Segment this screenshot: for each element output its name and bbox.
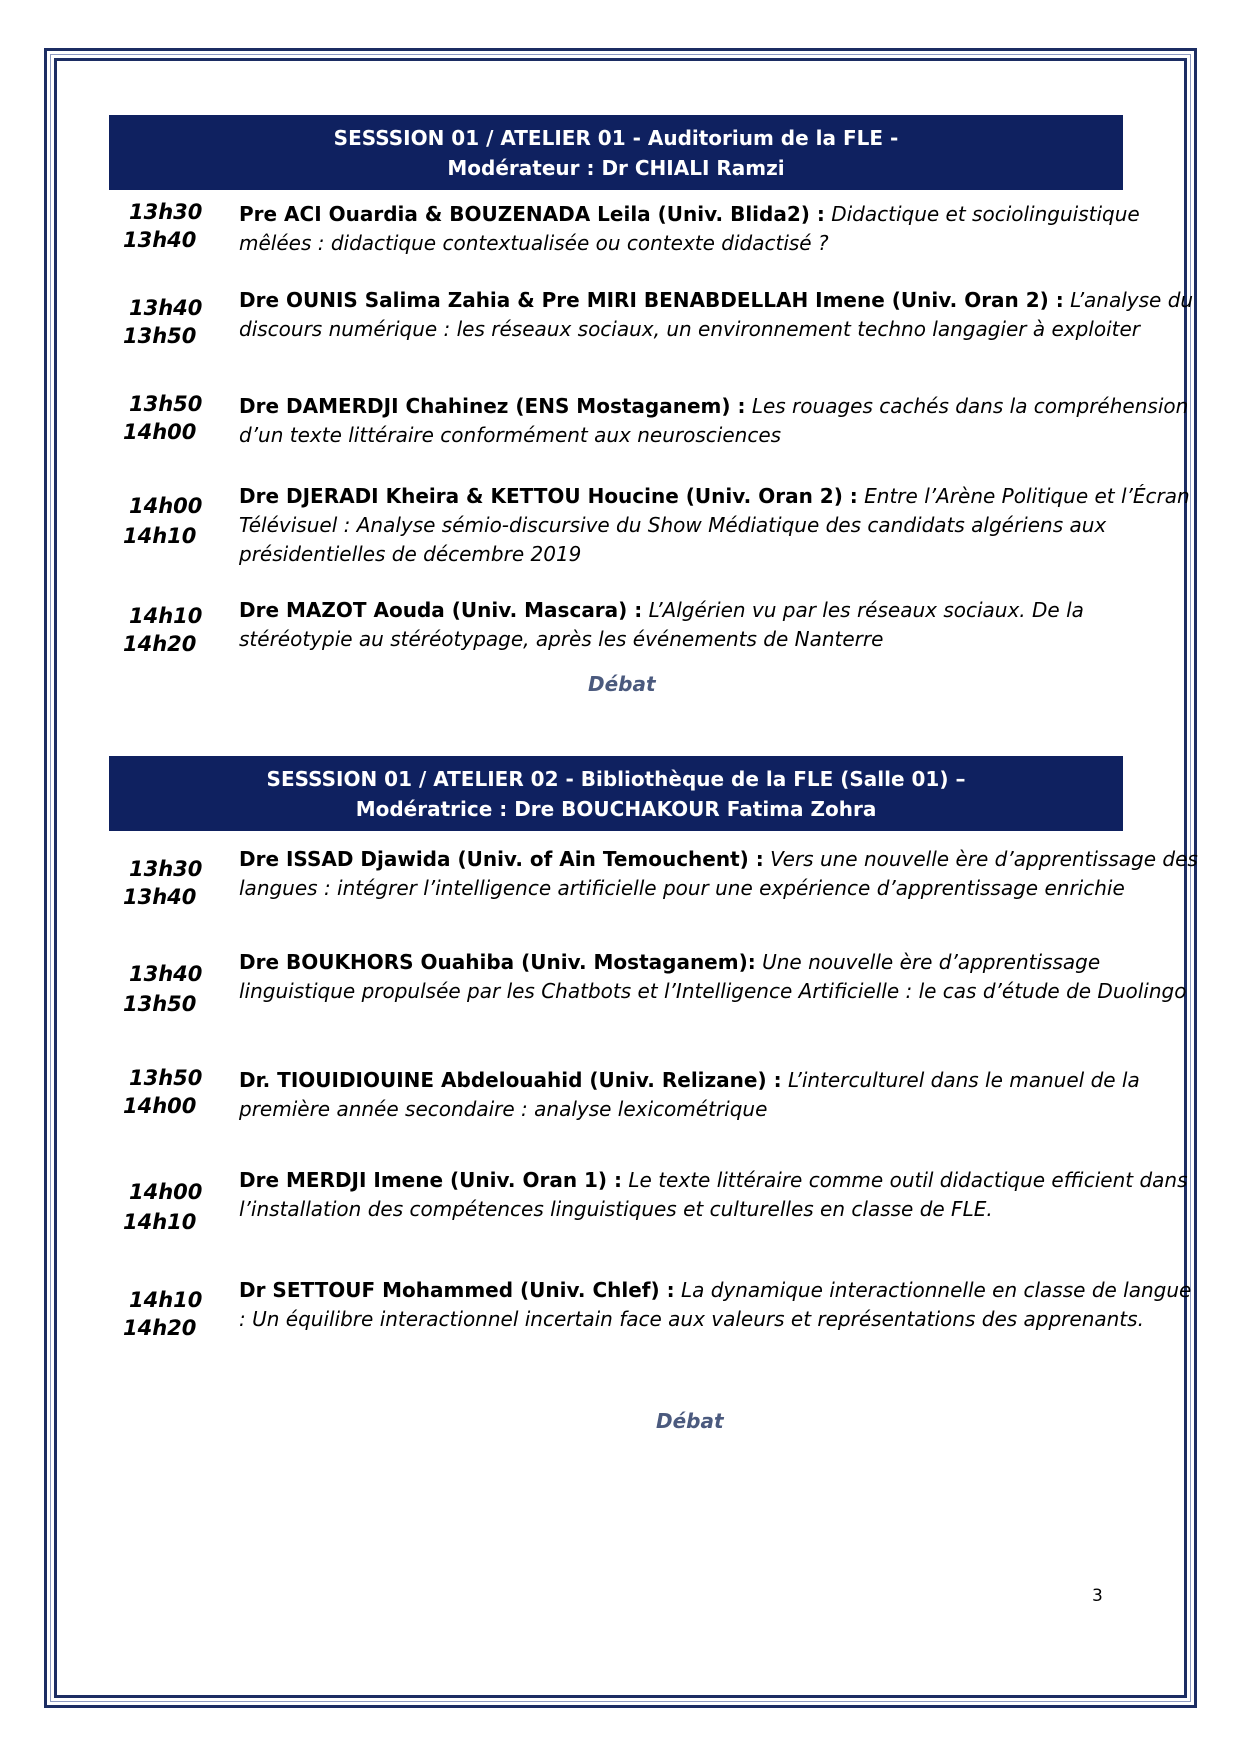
session-banner: [109, 756, 1123, 831]
presentation-title: Didactique et sociolinguistique mêlées : didactique contextualisée ou contexte didactisé ?: [239, 202, 1140, 255]
start-time: 13h40: [129, 962, 203, 986]
debate-label: Débat: [656, 1409, 724, 1433]
presenters: Dre OUNIS Salima Zahia & Pre MIRI BENABDELLAH Imene (Univ. Oran 2) :: [239, 288, 1064, 312]
presenters: Dre MERDJI Imene (Univ. Oran 1) :: [239, 1168, 623, 1192]
presentation-title: Entre l’Arène Politique et l’Écran Télévisuel : Analyse sémio-discursive du Show Médiatique des candidats algériens aux présidentielles de décembre 2019: [239, 484, 1190, 566]
end-time: 14h00: [123, 420, 197, 444]
presentation: [239, 1066, 1199, 1124]
presentation-title: L’Algérien vu par les réseaux sociaux. De la stéréotypie au stéréotypage, après les événements de Nanterre: [239, 598, 1084, 651]
start-time: 13h30: [129, 857, 203, 881]
start-time: 14h10: [129, 1288, 203, 1312]
end-time: 14h20: [123, 1316, 197, 1340]
presentation-title: Les rouages cachés dans la compréhension d’un texte littéraire conformément aux neurosciences: [239, 394, 1189, 447]
presentation: [239, 200, 1199, 258]
presentation: [239, 596, 1199, 654]
presentation: [239, 1276, 1199, 1334]
start-time: 13h40: [129, 296, 203, 320]
presentation-title: Le texte littéraire comme outil didactique efficient dans l’installation des compétences linguistiques et culturelles en classe de FLE.: [239, 1168, 1188, 1221]
end-time: 13h50: [123, 992, 197, 1016]
presentation-title: L’analyse du discours numérique : les réseaux sociaux, un environnement techno langagier à exploiter: [239, 288, 1194, 341]
presenters: Dr. TIOUIDIOUINE Abdelouahid (Univ. Relizane) :: [239, 1068, 782, 1092]
session-moderator: Modératrice : Dre BOUCHAKOUR Fatima Zohra: [355, 797, 877, 821]
presenters: Dre ISSAD Djawida (Univ. of Ain Temouchent) :: [239, 847, 764, 871]
presenters: Pre ACI Ouardia & BOUZENADA Leila (Univ. Blida2) :: [239, 202, 825, 226]
start-time: 14h10: [129, 604, 203, 628]
start-time: 14h00: [129, 1180, 203, 1204]
presentation: [239, 1166, 1199, 1224]
end-time: 14h10: [123, 1210, 197, 1234]
presentation: [239, 845, 1199, 903]
presenters: Dre MAZOT Aouda (Univ. Mascara) :: [239, 598, 643, 622]
presentation-title: Vers une nouvelle ère d’apprentissage des langues : intégrer l’intelligence artificielle pour une expérience d’apprentissage enrichie: [239, 847, 1198, 900]
presentation: [239, 482, 1199, 569]
presentation-title: L’interculturel dans le manuel de la première année secondaire : analyse lexicométrique: [239, 1068, 1140, 1121]
presenters: Dre BOUKHORS Ouahiba (Univ. Mostaganem):: [239, 950, 756, 974]
end-time: 14h10: [123, 524, 197, 548]
start-time: 13h50: [129, 1066, 203, 1090]
end-time: 14h20: [123, 632, 197, 656]
end-time: 13h40: [123, 228, 197, 252]
session-title: SESSSION 01 / ATELIER 02 - Bibliothèque de la FLE (Salle 01) –: [266, 767, 966, 791]
end-time: 13h50: [123, 324, 197, 348]
page-number: 3: [1092, 1586, 1103, 1606]
session-moderator: Modérateur : Dr CHIALI Ramzi: [447, 156, 785, 180]
presenters: Dre DJERADI Kheira & KETTOU Houcine (Univ. Oran 2) :: [239, 484, 858, 508]
start-time: 13h30: [129, 200, 203, 224]
end-time: 13h40: [123, 885, 197, 909]
end-time: 14h00: [123, 1094, 197, 1118]
debate-label: Débat: [588, 672, 656, 696]
presentation-title: Une nouvelle ère d’apprentissage linguistique propulsée par les Chatbots et l’Intelligence Artificielle : le cas d’étude de Duolingo: [239, 950, 1187, 1003]
start-time: 14h00: [129, 494, 203, 518]
presentation: [239, 948, 1199, 1006]
session-banner: [109, 115, 1123, 190]
presenters: Dr SETTOUF Mohammed (Univ. Chlef) :: [239, 1278, 675, 1302]
presentation: [239, 392, 1199, 450]
session-title: SESSSION 01 / ATELIER 01 - Auditorium de la FLE -: [333, 126, 899, 150]
presenters: Dre DAMERDJI Chahinez (ENS Mostaganem) :: [239, 394, 746, 418]
presentation-title: La dynamique interactionnelle en classe de langue : Un équilibre interactionnel incertain face aux valeurs et représentations des apprenants.: [239, 1278, 1192, 1331]
presentation: [239, 286, 1199, 344]
start-time: 13h50: [129, 392, 203, 416]
